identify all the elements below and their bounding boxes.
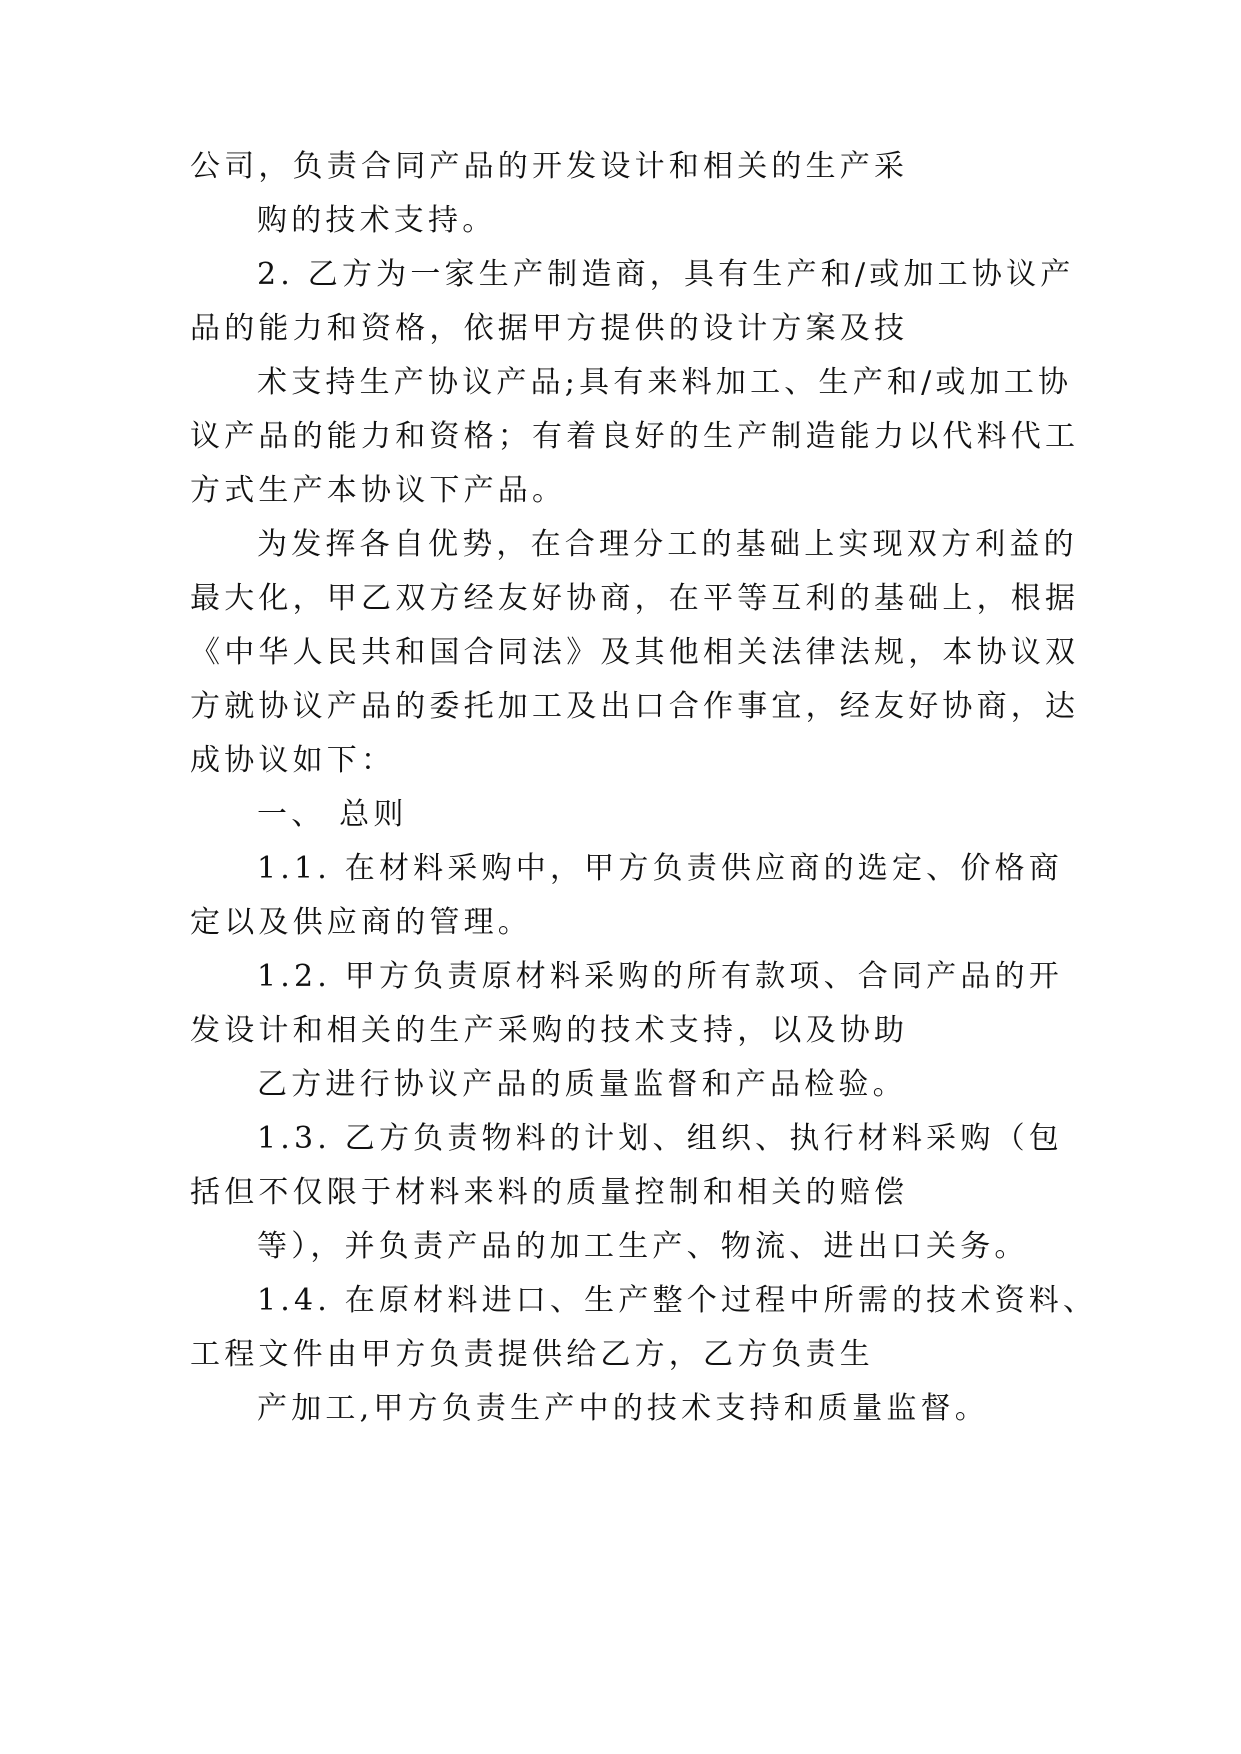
text-line: 1.4. 在原材料进口、生产整个过程中所需的技术资料、	[257, 1283, 1098, 1318]
text-line: 2. 乙方为一家生产制造商，具有生产和/或加工协议产	[257, 257, 1075, 292]
text-line: 工程文件由甲方负责提供给乙方，乙方负责生	[190, 1337, 874, 1372]
text-line: 方就协议产品的委托加工及出口合作事宜，经友好协商，达	[190, 689, 1080, 724]
text-line: 乙方进行协议产品的质量监督和产品检验。	[257, 1067, 907, 1102]
text-line: 1.2. 甲方负责原材料采购的所有款项、合同产品的开	[257, 959, 1063, 994]
text-line: 公司，负责合同产品的开发设计和相关的生产采	[190, 149, 909, 184]
text-line: 为发挥各自优势，在合理分工的基础上实现双方利益的	[257, 527, 1078, 562]
text-line: 成协议如下：	[190, 743, 396, 778]
text-line: 议产品的能力和资格；有着良好的生产制造能力以代料代工	[190, 419, 1080, 454]
text-line: 定以及供应商的管理。	[190, 905, 532, 940]
text-line: 1.3. 乙方负责物料的计划、组织、执行材料采购（包	[257, 1121, 1063, 1156]
text-line: 最大化，甲乙双方经友好协商，在平等互利的基础上，根据	[190, 581, 1080, 616]
text-line: 购的技术支持。	[257, 203, 497, 238]
text-line: 1.1. 在材料采购中，甲方负责供应商的选定、价格商	[257, 851, 1063, 886]
text-line: 术支持生产协议产品;具有来料加工、生产和/或加工协	[257, 365, 1073, 400]
text-line: 发设计和相关的生产采购的技术支持，以及协助	[190, 1013, 909, 1048]
text-line: 《中华人民共和国合同法》及其他相关法律法规，本协议双	[190, 635, 1080, 670]
text-line: 括但不仅限于材料来料的质量控制和相关的赔偿	[190, 1175, 909, 1210]
text-line: 等），并负责产品的加工生产、物流、进出口关务。	[257, 1229, 1029, 1264]
text-line: 方式生产本协议下产品。	[190, 473, 567, 508]
section-heading: 一、 总则	[257, 797, 408, 832]
text-line: 品的能力和资格，依据甲方提供的设计方案及技	[190, 311, 909, 346]
text-line: 产加工,甲方负责生产中的技术支持和质量监督。	[257, 1391, 989, 1426]
